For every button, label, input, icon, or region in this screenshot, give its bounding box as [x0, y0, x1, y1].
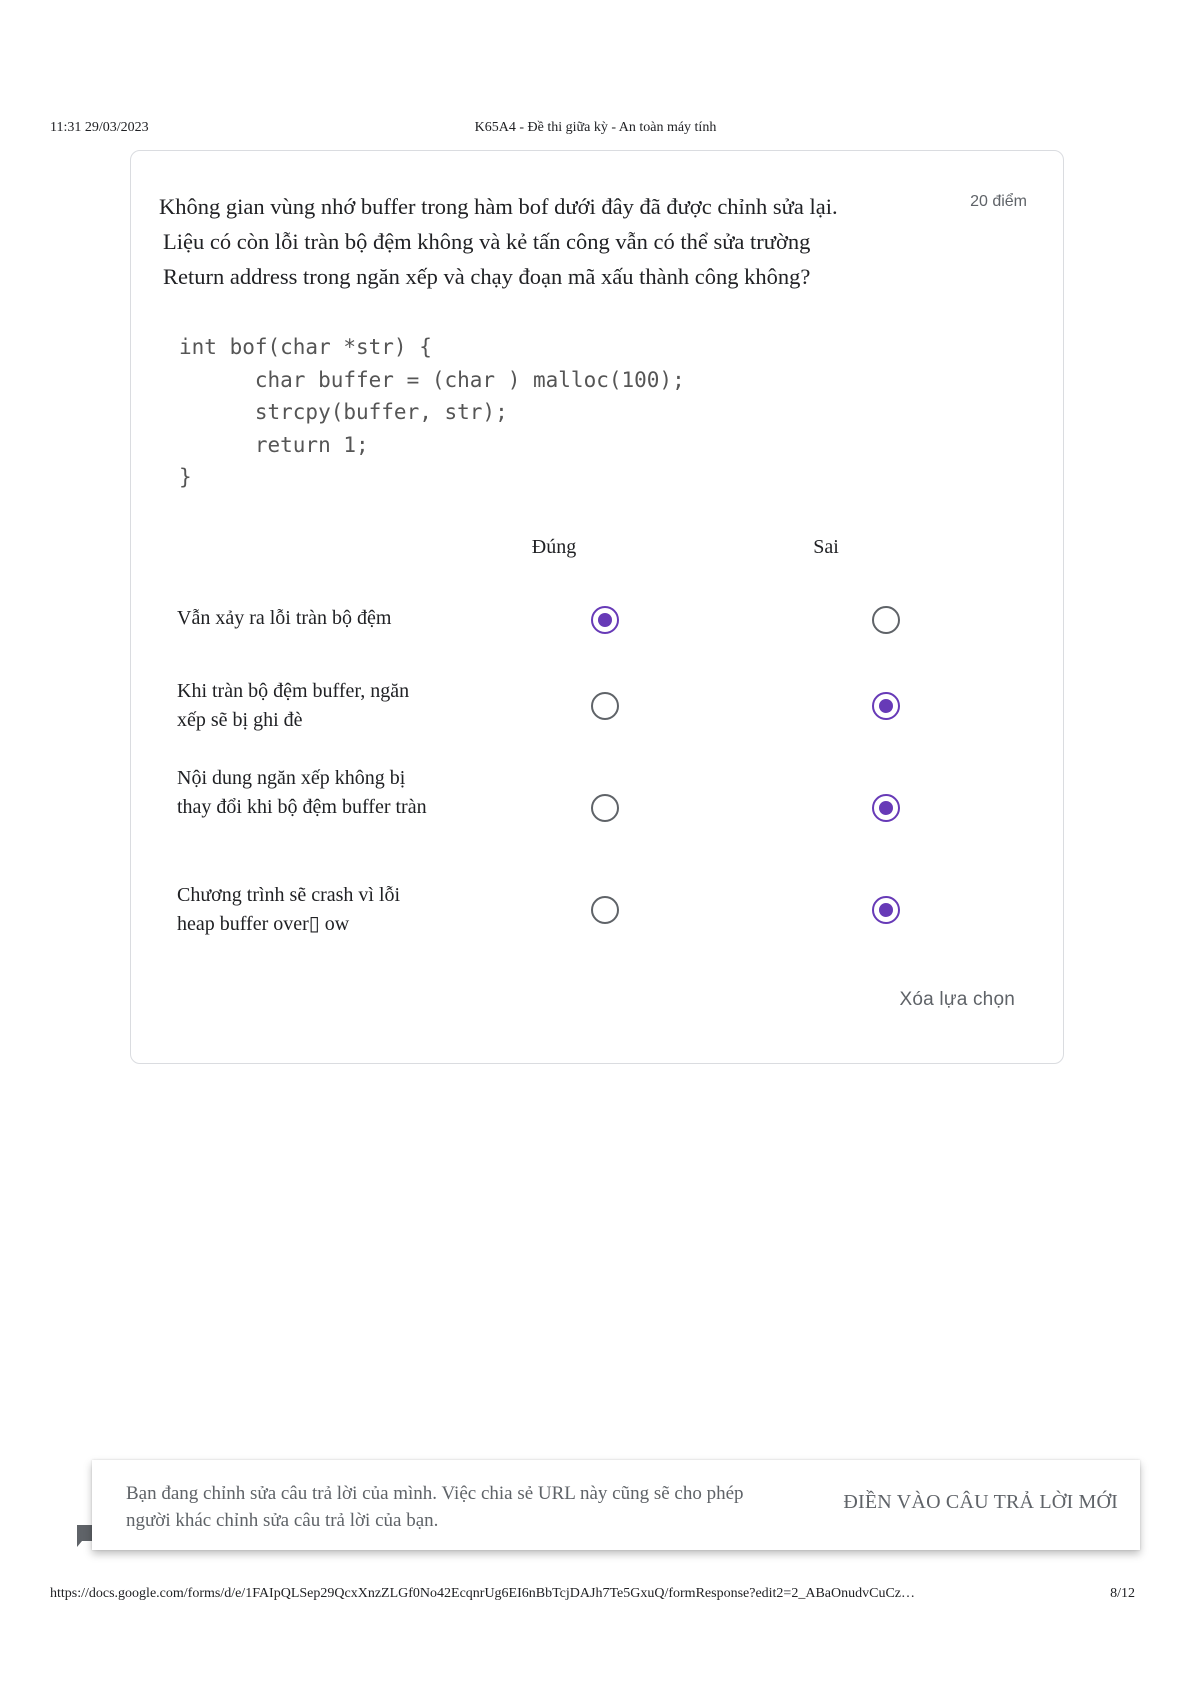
- column-header-dung: Đúng: [531, 536, 577, 558]
- grid-row-label: Khi tràn bộ đệm buffer, ngăn xếp sẽ bị ghi đè: [177, 680, 410, 731]
- banner-message: Bạn đang chỉnh sửa câu trả lời của mình. Việc chia sẻ URL này cũng sẽ cho phép người khác chỉnh sửa câu trả lời của bạn.: [126, 1483, 744, 1531]
- grid-row-label: Chương trình sẽ crash vì lỗi heap buffer over▯ ow: [177, 884, 401, 935]
- clear-selection-button[interactable]: Xóa lựa chọn: [899, 989, 1015, 1010]
- grid-row-label: Nội dung ngăn xếp không bị thay đổi khi bộ đệm buffer tràn: [177, 767, 427, 818]
- radio-selected-dot: [879, 903, 893, 917]
- question-line: Không gian vùng nhớ buffer trong hàm bof dưới đây đã được chỉnh sửa lại.: [159, 194, 838, 219]
- print-page-number: 8/12: [1110, 1586, 1135, 1601]
- code-line: int bof(char *str) {: [179, 335, 432, 359]
- radio-row2-sai[interactable]: [872, 692, 900, 720]
- grid-row-label: Vẫn xảy ra lỗi tràn bộ đệm: [177, 607, 392, 629]
- points-label: 20 điểm: [970, 193, 1027, 210]
- radio-selected-dot: [879, 699, 893, 713]
- radio-row3-sai[interactable]: [872, 794, 900, 822]
- question-line: Return address trong ngăn xếp và chạy đoạn mã xấu thành công không?: [163, 264, 811, 289]
- print-page-title: K65A4 - Đề thi giữa kỳ - An toàn máy tính: [474, 120, 717, 135]
- radio-selected-dot: [598, 613, 612, 627]
- edit-response-banner: [92, 1460, 1140, 1550]
- fill-new-response-button[interactable]: ĐIỀN VÀO CÂU TRẢ LỜI MỚI: [843, 1491, 1118, 1513]
- question-card: [130, 150, 1064, 1064]
- question-line: Liệu có còn lỗi tràn bộ đệm không và kẻ tấn công vẫn có thể sửa trường: [163, 229, 811, 254]
- radio-row4-dung[interactable]: [591, 896, 619, 924]
- code-line: strcpy(buffer, str);: [179, 400, 508, 424]
- radio-row3-dung[interactable]: [591, 794, 619, 822]
- radio-row1-sai[interactable]: [872, 606, 900, 634]
- radio-row4-sai[interactable]: [872, 896, 900, 924]
- code-line: char buffer = (char ) malloc(100);: [179, 367, 685, 392]
- code-line: return 1;: [179, 432, 369, 457]
- print-datetime: 11:31 29/03/2023: [50, 120, 149, 135]
- radio-selected-dot: [879, 801, 893, 815]
- column-header-sai: Sai: [813, 536, 839, 558]
- code-line: }: [179, 465, 192, 489]
- radio-row1-dung[interactable]: [591, 606, 619, 634]
- code-snippet: [179, 331, 685, 494]
- print-url: https://docs.google.com/forms/d/e/1FAIpQLSep29QcxXnzZLGf0No42EcqnrUg6EI6nBbTcjDAJh7Te5GxuQ/formResponse?edit2=2_ABaOnudvCuCz…: [50, 1586, 915, 1601]
- question-text: [159, 189, 879, 294]
- radio-row2-dung[interactable]: [591, 692, 619, 720]
